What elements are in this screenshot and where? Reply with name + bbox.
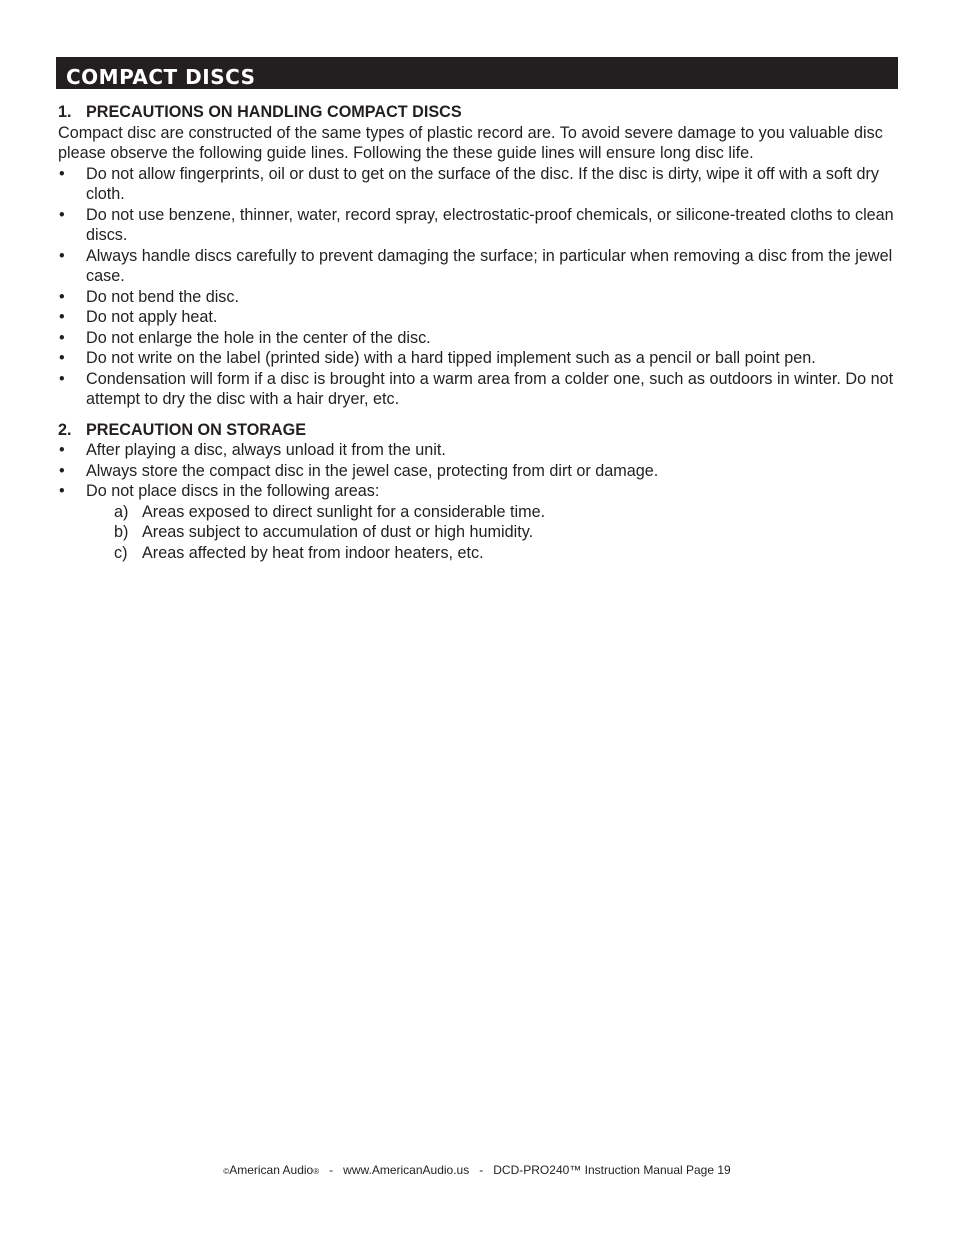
item-letter: b) <box>114 523 129 541</box>
bullet-icon: • <box>59 164 65 183</box>
bullet-icon: • <box>59 349 65 367</box>
list-item <box>58 164 900 205</box>
list-item <box>58 440 900 461</box>
bullet-text: Do not enlarge the hole in the center of the disc. <box>86 328 431 347</box>
page-footer <box>0 1162 954 1180</box>
bullet-icon: • <box>59 287 65 306</box>
section-2-heading <box>58 420 900 441</box>
list-item <box>58 307 900 328</box>
storage-bullet-list <box>58 440 900 502</box>
section-1-heading <box>58 102 900 123</box>
handling-bullet-list <box>58 164 900 410</box>
bullet-icon: • <box>59 308 65 326</box>
bullet-text: Do not bend the disc. <box>86 287 239 306</box>
section-heading-text: PRECAUTIONS ON HANDLING COMPACT DISCS <box>86 103 462 121</box>
list-item <box>58 481 900 502</box>
bullet-text: Condensation will form if a disc is brought into a warm area from a colder one, such as outdoors in winter. Do not attempt to dry the disc with a hair dryer, etc. <box>86 369 894 408</box>
bullet-text: Do not place discs in the following areas: <box>86 482 380 500</box>
bullet-text: Always store the compact disc in the jewel case, protecting from dirt or damage. <box>86 461 659 480</box>
footer-website: www.AmericanAudio.us <box>343 1163 470 1177</box>
list-item <box>58 328 900 349</box>
bullet-icon: • <box>59 369 65 388</box>
list-item <box>58 287 900 308</box>
section-header-bar <box>56 57 898 89</box>
bullet-icon: • <box>59 461 65 480</box>
list-item <box>58 246 900 287</box>
page-title: COMPACT DISCS <box>66 65 256 89</box>
section-heading-text: PRECAUTION ON STORAGE <box>86 420 307 439</box>
footer-brand: American Audio <box>229 1163 314 1177</box>
list-item <box>58 543 900 564</box>
list-item <box>58 461 900 482</box>
section-spacer <box>58 410 900 420</box>
bullet-text: Always handle discs carefully to prevent damaging the surface; in particular when removing a disc from the jewel case. <box>86 246 893 285</box>
item-text: Areas affected by heat from indoor heaters, etc. <box>142 543 484 562</box>
bullet-icon: • <box>59 246 65 265</box>
bullet-icon: • <box>59 441 65 459</box>
bullet-text: Do not write on the label (printed side) with a hard tipped implement such as a pencil or ball point pen. <box>86 349 816 367</box>
bullet-text: Do not allow fingerprints, oil or dust to get on the surface of the disc. If the disc is dirty, wipe it off with a soft dry cloth. <box>86 164 879 203</box>
copyright-symbol: © <box>223 1167 230 1176</box>
document-body <box>58 102 900 563</box>
intro-paragraph: Compact disc are constructed of the same types of plastic record are. To avoid severe damage to you valuable disc please observe the following guide lines. Following the these guide lines will ensure long disc life. <box>58 123 883 162</box>
bullet-icon: • <box>59 205 65 224</box>
footer-manual-page: DCD-PRO240™ Instruction Manual Page 19 <box>493 1163 731 1177</box>
bullet-text: Do not apply heat. <box>86 308 218 326</box>
item-text: Areas subject to accumulation of dust or high humidity. <box>142 523 534 541</box>
bullet-text: After playing a disc, always unload it from the unit. <box>86 441 446 459</box>
item-letter: a) <box>114 502 129 521</box>
list-item <box>58 348 900 369</box>
section-number: 2. <box>58 420 72 439</box>
storage-areas-sublist <box>58 502 900 564</box>
footer-separator: - <box>479 1163 484 1177</box>
item-text: Areas exposed to direct sunlight for a considerable time. <box>142 502 546 521</box>
list-item <box>58 522 900 543</box>
list-item <box>58 205 900 246</box>
item-letter: c) <box>114 543 128 562</box>
footer-separator: - <box>329 1163 334 1177</box>
list-item <box>58 369 900 410</box>
bullet-icon: • <box>59 482 65 500</box>
section-number: 1. <box>58 103 72 121</box>
bullet-icon: • <box>59 328 65 347</box>
bullet-text: Do not use benzene, thinner, water, record spray, electrostatic-proof chemicals, or silicone-treated cloths to clean discs. <box>86 205 894 244</box>
registered-symbol: ® <box>313 1167 320 1176</box>
list-item <box>58 502 900 523</box>
